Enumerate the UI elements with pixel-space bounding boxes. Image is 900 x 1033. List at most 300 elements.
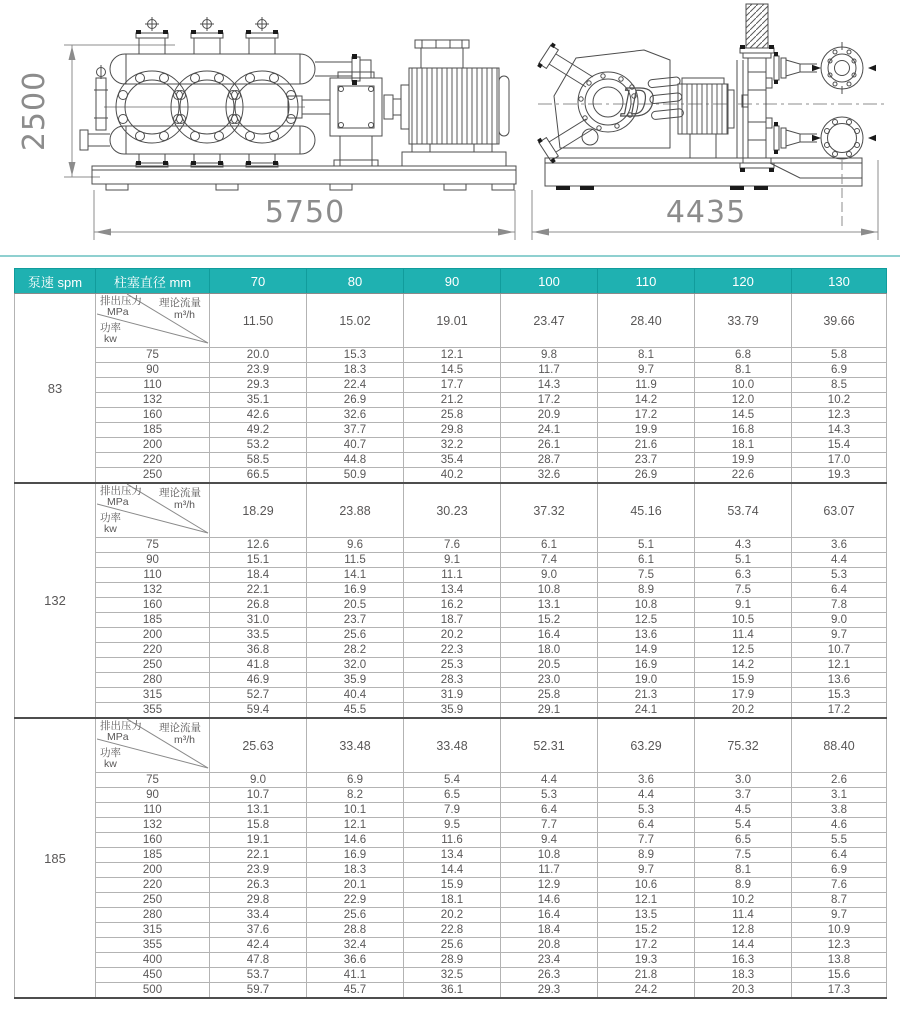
pressure-value-cell: 9.0 bbox=[210, 773, 307, 788]
pressure-value-cell: 23.9 bbox=[210, 863, 307, 878]
svg-text:MPa: MPa bbox=[106, 731, 129, 743]
pressure-value-cell: 18.7 bbox=[404, 613, 501, 628]
pressure-value-cell: 18.4 bbox=[210, 568, 307, 583]
pressure-value-cell: 17.7 bbox=[404, 378, 501, 393]
table-row bbox=[15, 923, 887, 938]
power-row-label: 110 bbox=[96, 803, 210, 818]
pressure-value-cell: 22.9 bbox=[307, 893, 404, 908]
pressure-value-cell: 23.0 bbox=[501, 673, 598, 688]
pump-speed-column-header: 泵速 spm bbox=[15, 269, 96, 294]
diameter-column-header: 130 bbox=[792, 269, 887, 294]
diagonal-cell bbox=[96, 718, 210, 773]
svg-text:理论流量: 理论流量 bbox=[158, 487, 201, 499]
pressure-value-cell: 9.4 bbox=[501, 833, 598, 848]
power-row-label: 450 bbox=[96, 968, 210, 983]
pressure-value-cell: 8.7 bbox=[792, 893, 887, 908]
pressure-value-cell: 13.5 bbox=[598, 908, 695, 923]
table-row bbox=[15, 833, 887, 848]
pressure-value-cell: 36.8 bbox=[210, 643, 307, 658]
pressure-value-cell: 59.7 bbox=[210, 983, 307, 999]
pressure-value-cell: 44.8 bbox=[307, 453, 404, 468]
pressure-value-cell: 28.2 bbox=[307, 643, 404, 658]
pressure-value-cell: 16.3 bbox=[695, 953, 792, 968]
pressure-value-cell: 9.1 bbox=[404, 553, 501, 568]
pressure-value-cell: 9.7 bbox=[792, 628, 887, 643]
pressure-value-cell: 40.2 bbox=[404, 468, 501, 484]
pressure-value-cell: 25.6 bbox=[404, 938, 501, 953]
flow-value-cell: 23.88 bbox=[307, 483, 404, 538]
pressure-value-cell: 10.7 bbox=[210, 788, 307, 803]
pressure-value-cell: 5.3 bbox=[501, 788, 598, 803]
pressure-value-cell: 6.5 bbox=[404, 788, 501, 803]
pressure-value-cell: 7.7 bbox=[501, 818, 598, 833]
diameter-column-header: 120 bbox=[695, 269, 792, 294]
table-row bbox=[15, 438, 887, 453]
pressure-value-cell: 26.1 bbox=[501, 438, 598, 453]
pressure-value-cell: 31.9 bbox=[404, 688, 501, 703]
pressure-value-cell: 10.9 bbox=[792, 923, 887, 938]
pressure-value-cell: 42.4 bbox=[210, 938, 307, 953]
power-row-label: 160 bbox=[96, 598, 210, 613]
pressure-value-cell: 9.5 bbox=[404, 818, 501, 833]
pressure-value-cell: 8.9 bbox=[598, 848, 695, 863]
pressure-value-cell: 20.2 bbox=[404, 908, 501, 923]
pressure-value-cell: 6.4 bbox=[598, 818, 695, 833]
pressure-value-cell: 14.3 bbox=[792, 423, 887, 438]
power-row-label: 75 bbox=[96, 773, 210, 788]
pressure-value-cell: 10.8 bbox=[501, 848, 598, 863]
pressure-value-cell: 5.4 bbox=[695, 818, 792, 833]
pressure-value-cell: 17.3 bbox=[792, 983, 887, 999]
svg-text:kw: kw bbox=[103, 758, 117, 769]
power-row-label: 280 bbox=[96, 673, 210, 688]
svg-text:m³/h: m³/h bbox=[173, 499, 195, 511]
pressure-value-cell: 20.9 bbox=[501, 408, 598, 423]
table-row bbox=[15, 788, 887, 803]
table-row bbox=[15, 983, 887, 999]
table-row bbox=[15, 453, 887, 468]
power-row-label: 200 bbox=[96, 863, 210, 878]
pressure-value-cell: 20.5 bbox=[307, 598, 404, 613]
table-row bbox=[15, 893, 887, 908]
pressure-value-cell: 11.7 bbox=[501, 863, 598, 878]
flow-value-cell: 33.48 bbox=[307, 718, 404, 773]
pressure-value-cell: 22.3 bbox=[404, 643, 501, 658]
svg-text:排出压力: 排出压力 bbox=[99, 720, 142, 732]
pressure-value-cell: 26.8 bbox=[210, 598, 307, 613]
pressure-value-cell: 58.5 bbox=[210, 453, 307, 468]
pressure-value-cell: 52.7 bbox=[210, 688, 307, 703]
pressure-value-cell: 13.1 bbox=[210, 803, 307, 818]
pressure-value-cell: 23.7 bbox=[307, 613, 404, 628]
dimension-length-side-label: 4435 bbox=[665, 195, 747, 230]
pressure-value-cell: 45.5 bbox=[307, 703, 404, 719]
pressure-value-cell: 49.2 bbox=[210, 423, 307, 438]
pressure-value-cell: 12.1 bbox=[792, 658, 887, 673]
table-row bbox=[15, 803, 887, 818]
pressure-value-cell: 28.7 bbox=[501, 453, 598, 468]
pressure-value-cell: 28.3 bbox=[404, 673, 501, 688]
pressure-value-cell: 12.3 bbox=[792, 938, 887, 953]
pressure-value-cell: 15.2 bbox=[501, 613, 598, 628]
diagonal-header-cell bbox=[97, 484, 209, 534]
pressure-value-cell: 10.1 bbox=[307, 803, 404, 818]
pressure-value-cell: 32.6 bbox=[501, 468, 598, 484]
flow-value-cell: 11.50 bbox=[210, 294, 307, 348]
pressure-value-cell: 13.4 bbox=[404, 583, 501, 598]
pressure-value-cell: 4.4 bbox=[598, 788, 695, 803]
pressure-value-cell: 18.1 bbox=[695, 438, 792, 453]
table-row bbox=[15, 378, 887, 393]
table-row bbox=[15, 393, 887, 408]
table-row bbox=[15, 643, 887, 658]
pressure-value-cell: 4.4 bbox=[792, 553, 887, 568]
pressure-value-cell: 28.8 bbox=[307, 923, 404, 938]
svg-text:功率: 功率 bbox=[99, 322, 121, 334]
table-row bbox=[15, 908, 887, 923]
pressure-value-cell: 9.7 bbox=[598, 863, 695, 878]
pressure-value-cell: 21.2 bbox=[404, 393, 501, 408]
pressure-value-cell: 8.1 bbox=[695, 863, 792, 878]
pressure-value-cell: 29.8 bbox=[404, 423, 501, 438]
pressure-value-cell: 13.6 bbox=[792, 673, 887, 688]
pressure-value-cell: 6.1 bbox=[501, 538, 598, 553]
pressure-value-cell: 6.8 bbox=[695, 348, 792, 363]
power-row-label: 250 bbox=[96, 893, 210, 908]
performance-table bbox=[14, 268, 887, 999]
pressure-value-cell: 20.2 bbox=[695, 703, 792, 719]
pressure-value-cell: 9.7 bbox=[598, 363, 695, 378]
pressure-value-cell: 7.6 bbox=[404, 538, 501, 553]
pressure-value-cell: 40.4 bbox=[307, 688, 404, 703]
flow-value-cell: 63.07 bbox=[792, 483, 887, 538]
flow-value-cell: 18.29 bbox=[210, 483, 307, 538]
pressure-value-cell: 16.9 bbox=[307, 583, 404, 598]
power-row-label: 110 bbox=[96, 568, 210, 583]
power-row-label: 500 bbox=[96, 983, 210, 999]
pump-speed-cell: 132 bbox=[15, 483, 96, 718]
pressure-value-cell: 5.5 bbox=[792, 833, 887, 848]
pressure-value-cell: 10.8 bbox=[598, 598, 695, 613]
pressure-value-cell: 22.8 bbox=[404, 923, 501, 938]
pressure-value-cell: 14.2 bbox=[598, 393, 695, 408]
table-row bbox=[15, 538, 887, 553]
pressure-value-cell: 47.8 bbox=[210, 953, 307, 968]
power-row-label: 90 bbox=[96, 363, 210, 378]
pressure-value-cell: 16.9 bbox=[598, 658, 695, 673]
svg-text:功率: 功率 bbox=[99, 747, 121, 759]
pressure-value-cell: 19.9 bbox=[695, 453, 792, 468]
power-row-label: 132 bbox=[96, 583, 210, 598]
svg-text:排出压力: 排出压力 bbox=[99, 295, 142, 307]
pressure-value-cell: 14.2 bbox=[695, 658, 792, 673]
pressure-value-cell: 4.3 bbox=[695, 538, 792, 553]
pressure-value-cell: 10.5 bbox=[695, 613, 792, 628]
pressure-value-cell: 53.2 bbox=[210, 438, 307, 453]
accent-divider bbox=[0, 255, 900, 257]
pressure-value-cell: 14.5 bbox=[695, 408, 792, 423]
pressure-value-cell: 14.1 bbox=[307, 568, 404, 583]
table-row bbox=[15, 818, 887, 833]
pressure-value-cell: 3.8 bbox=[792, 803, 887, 818]
power-row-label: 250 bbox=[96, 658, 210, 673]
pressure-value-cell: 16.4 bbox=[501, 628, 598, 643]
pressure-value-cell: 15.9 bbox=[404, 878, 501, 893]
flow-value-cell: 23.47 bbox=[501, 294, 598, 348]
motor-front bbox=[401, 40, 509, 166]
pressure-value-cell: 46.9 bbox=[210, 673, 307, 688]
pressure-value-cell: 8.2 bbox=[307, 788, 404, 803]
pressure-value-cell: 20.5 bbox=[501, 658, 598, 673]
svg-text:理论流量: 理论流量 bbox=[158, 722, 201, 734]
pressure-value-cell: 13.4 bbox=[404, 848, 501, 863]
pressure-value-cell: 6.3 bbox=[695, 568, 792, 583]
table-row bbox=[15, 863, 887, 878]
pressure-value-cell: 9.7 bbox=[792, 908, 887, 923]
pressure-value-cell: 19.3 bbox=[792, 468, 887, 484]
pressure-value-cell: 9.8 bbox=[501, 348, 598, 363]
pressure-value-cell: 31.0 bbox=[210, 613, 307, 628]
pressure-value-cell: 6.1 bbox=[598, 553, 695, 568]
table-row bbox=[15, 553, 887, 568]
power-row-label: 160 bbox=[96, 833, 210, 848]
pressure-value-cell: 15.1 bbox=[210, 553, 307, 568]
pressure-value-cell: 12.0 bbox=[695, 393, 792, 408]
power-row-label: 200 bbox=[96, 628, 210, 643]
pressure-value-cell: 40.7 bbox=[307, 438, 404, 453]
svg-text:kw: kw bbox=[103, 523, 117, 534]
pressure-value-cell: 3.6 bbox=[792, 538, 887, 553]
pump-drawings bbox=[0, 0, 900, 253]
pressure-value-cell: 7.5 bbox=[695, 848, 792, 863]
pressure-value-cell: 14.9 bbox=[598, 643, 695, 658]
pressure-value-cell: 12.5 bbox=[598, 613, 695, 628]
svg-text:MPa: MPa bbox=[106, 306, 129, 318]
table-row bbox=[15, 688, 887, 703]
pressure-value-cell: 6.5 bbox=[695, 833, 792, 848]
pressure-value-cell: 25.3 bbox=[404, 658, 501, 673]
speed-section-185 bbox=[15, 718, 887, 998]
table-row bbox=[15, 703, 887, 719]
pressure-value-cell: 26.9 bbox=[307, 393, 404, 408]
flow-value-cell: 25.63 bbox=[210, 718, 307, 773]
svg-text:kw: kw bbox=[103, 333, 117, 344]
table-row bbox=[15, 968, 887, 983]
dimension-length-front-label: 5750 bbox=[264, 195, 346, 230]
pressure-value-cell: 6.9 bbox=[307, 773, 404, 788]
pressure-value-cell: 35.9 bbox=[404, 703, 501, 719]
flow-value-cell: 15.02 bbox=[307, 294, 404, 348]
pressure-value-cell: 12.1 bbox=[598, 893, 695, 908]
pressure-value-cell: 23.7 bbox=[598, 453, 695, 468]
svg-text:m³/h: m³/h bbox=[173, 309, 195, 321]
power-row-label: 132 bbox=[96, 393, 210, 408]
pressure-value-cell: 23.4 bbox=[501, 953, 598, 968]
pressure-value-cell: 22.1 bbox=[210, 583, 307, 598]
pressure-value-cell: 17.2 bbox=[598, 938, 695, 953]
pressure-value-cell: 20.2 bbox=[404, 628, 501, 643]
flow-value-cell: 33.79 bbox=[695, 294, 792, 348]
pressure-value-cell: 8.1 bbox=[598, 348, 695, 363]
pressure-value-cell: 16.4 bbox=[501, 908, 598, 923]
pressure-value-cell: 29.3 bbox=[501, 983, 598, 999]
pressure-value-cell: 37.6 bbox=[210, 923, 307, 938]
diameter-column-header: 90 bbox=[404, 269, 501, 294]
pressure-value-cell: 12.5 bbox=[695, 643, 792, 658]
pressure-value-cell: 29.1 bbox=[501, 703, 598, 719]
pressure-value-cell: 16.8 bbox=[695, 423, 792, 438]
power-row-label: 355 bbox=[96, 703, 210, 719]
power-row-label: 315 bbox=[96, 923, 210, 938]
pressure-value-cell: 20.1 bbox=[307, 878, 404, 893]
pressure-value-cell: 24.2 bbox=[598, 983, 695, 999]
pressure-value-cell: 14.6 bbox=[307, 833, 404, 848]
pressure-value-cell: 45.7 bbox=[307, 983, 404, 999]
pressure-value-cell: 35.1 bbox=[210, 393, 307, 408]
pressure-value-cell: 35.9 bbox=[307, 673, 404, 688]
table-row bbox=[15, 658, 887, 673]
pressure-value-cell: 6.9 bbox=[792, 363, 887, 378]
pressure-value-cell: 9.6 bbox=[307, 538, 404, 553]
pressure-value-cell: 6.4 bbox=[501, 803, 598, 818]
pressure-value-cell: 20.8 bbox=[501, 938, 598, 953]
pump-speed-cell: 185 bbox=[15, 718, 96, 998]
pressure-value-cell: 3.6 bbox=[598, 773, 695, 788]
power-row-label: 220 bbox=[96, 878, 210, 893]
pressure-value-cell: 18.3 bbox=[695, 968, 792, 983]
pressure-value-cell: 10.2 bbox=[695, 893, 792, 908]
pressure-value-cell: 20.3 bbox=[695, 983, 792, 999]
pressure-value-cell: 7.4 bbox=[501, 553, 598, 568]
pressure-value-cell: 14.6 bbox=[501, 893, 598, 908]
pressure-value-cell: 41.1 bbox=[307, 968, 404, 983]
pressure-value-cell: 18.1 bbox=[404, 893, 501, 908]
pressure-value-cell: 17.2 bbox=[792, 703, 887, 719]
power-row-label: 220 bbox=[96, 643, 210, 658]
brand-logo bbox=[621, 77, 684, 125]
pressure-value-cell: 26.3 bbox=[501, 968, 598, 983]
pressure-value-cell: 10.8 bbox=[501, 583, 598, 598]
speed-section-83 bbox=[15, 294, 887, 484]
power-row-label: 250 bbox=[96, 468, 210, 484]
table-row bbox=[15, 613, 887, 628]
power-row-label: 132 bbox=[96, 818, 210, 833]
pressure-value-cell: 12.3 bbox=[792, 408, 887, 423]
power-row-label: 200 bbox=[96, 438, 210, 453]
pressure-value-cell: 5.3 bbox=[792, 568, 887, 583]
pressure-value-cell: 10.2 bbox=[792, 393, 887, 408]
pressure-value-cell: 9.0 bbox=[501, 568, 598, 583]
flow-value-cell: 88.40 bbox=[792, 718, 887, 773]
pressure-value-cell: 16.2 bbox=[404, 598, 501, 613]
pressure-value-cell: 32.2 bbox=[404, 438, 501, 453]
performance-table-wrap bbox=[14, 268, 886, 999]
flow-value-cell: 30.23 bbox=[404, 483, 501, 538]
pressure-value-cell: 8.1 bbox=[695, 363, 792, 378]
pressure-value-cell: 14.5 bbox=[404, 363, 501, 378]
pressure-value-cell: 35.4 bbox=[404, 453, 501, 468]
pressure-value-cell: 12.6 bbox=[210, 538, 307, 553]
pressure-value-cell: 13.8 bbox=[792, 953, 887, 968]
pressure-value-cell: 18.3 bbox=[307, 363, 404, 378]
power-row-label: 160 bbox=[96, 408, 210, 423]
diameter-column-header: 100 bbox=[501, 269, 598, 294]
table-row bbox=[15, 408, 887, 423]
power-row-label: 90 bbox=[96, 788, 210, 803]
pressure-value-cell: 25.8 bbox=[501, 688, 598, 703]
table-row bbox=[15, 773, 887, 788]
pressure-value-cell: 3.7 bbox=[695, 788, 792, 803]
pressure-value-cell: 8.9 bbox=[695, 878, 792, 893]
flow-value-cell: 39.66 bbox=[792, 294, 887, 348]
power-row-label: 185 bbox=[96, 613, 210, 628]
power-row-label: 220 bbox=[96, 453, 210, 468]
pressure-value-cell: 25.6 bbox=[307, 908, 404, 923]
diagonal-cell bbox=[96, 483, 210, 538]
pressure-value-cell: 21.8 bbox=[598, 968, 695, 983]
pressure-value-cell: 36.6 bbox=[307, 953, 404, 968]
pressure-value-cell: 42.6 bbox=[210, 408, 307, 423]
pressure-value-cell: 26.9 bbox=[598, 468, 695, 484]
flow-value-cell: 45.16 bbox=[598, 483, 695, 538]
pressure-value-cell: 18.4 bbox=[501, 923, 598, 938]
pressure-value-cell: 16.9 bbox=[307, 848, 404, 863]
pressure-value-cell: 11.4 bbox=[695, 628, 792, 643]
pressure-value-cell: 7.5 bbox=[598, 568, 695, 583]
pressure-value-cell: 11.1 bbox=[404, 568, 501, 583]
dimension-height-label: 2500 bbox=[17, 70, 52, 152]
pressure-value-cell: 4.4 bbox=[501, 773, 598, 788]
pressure-value-cell: 7.8 bbox=[792, 598, 887, 613]
pressure-value-cell: 7.7 bbox=[598, 833, 695, 848]
pressure-value-cell: 41.8 bbox=[210, 658, 307, 673]
pressure-value-cell: 59.4 bbox=[210, 703, 307, 719]
pressure-value-cell: 3.0 bbox=[695, 773, 792, 788]
pressure-value-cell: 33.4 bbox=[210, 908, 307, 923]
diameter-column-header: 110 bbox=[598, 269, 695, 294]
pressure-value-cell: 6.9 bbox=[792, 863, 887, 878]
pressure-value-cell: 15.3 bbox=[307, 348, 404, 363]
pressure-value-cell: 13.1 bbox=[501, 598, 598, 613]
diagonal-cell bbox=[96, 294, 210, 348]
pressure-value-cell: 11.9 bbox=[598, 378, 695, 393]
table-row bbox=[15, 953, 887, 968]
pressure-value-cell: 8.5 bbox=[792, 378, 887, 393]
pressure-value-cell: 11.5 bbox=[307, 553, 404, 568]
pressure-value-cell: 2.6 bbox=[792, 773, 887, 788]
pressure-value-cell: 3.1 bbox=[792, 788, 887, 803]
plunger-diameter-column-header: 柱塞直径 mm bbox=[96, 269, 210, 294]
pressure-value-cell: 21.6 bbox=[598, 438, 695, 453]
pressure-value-cell: 53.7 bbox=[210, 968, 307, 983]
diameter-column-header: 70 bbox=[210, 269, 307, 294]
table-row bbox=[15, 598, 887, 613]
svg-text:m³/h: m³/h bbox=[173, 734, 195, 746]
pressure-value-cell: 12.8 bbox=[695, 923, 792, 938]
pressure-value-cell: 19.1 bbox=[210, 833, 307, 848]
pressure-value-cell: 32.0 bbox=[307, 658, 404, 673]
flow-value-cell: 63.29 bbox=[598, 718, 695, 773]
pressure-value-cell: 6.4 bbox=[792, 583, 887, 598]
pressure-value-cell: 37.7 bbox=[307, 423, 404, 438]
pressure-value-cell: 36.1 bbox=[404, 983, 501, 999]
pump-side-view-drawing bbox=[532, 4, 888, 240]
pressure-value-cell: 24.1 bbox=[598, 703, 695, 719]
pressure-value-cell: 7.9 bbox=[404, 803, 501, 818]
pressure-value-cell: 11.6 bbox=[404, 833, 501, 848]
pressure-value-cell: 66.5 bbox=[210, 468, 307, 484]
pressure-value-cell: 17.9 bbox=[695, 688, 792, 703]
